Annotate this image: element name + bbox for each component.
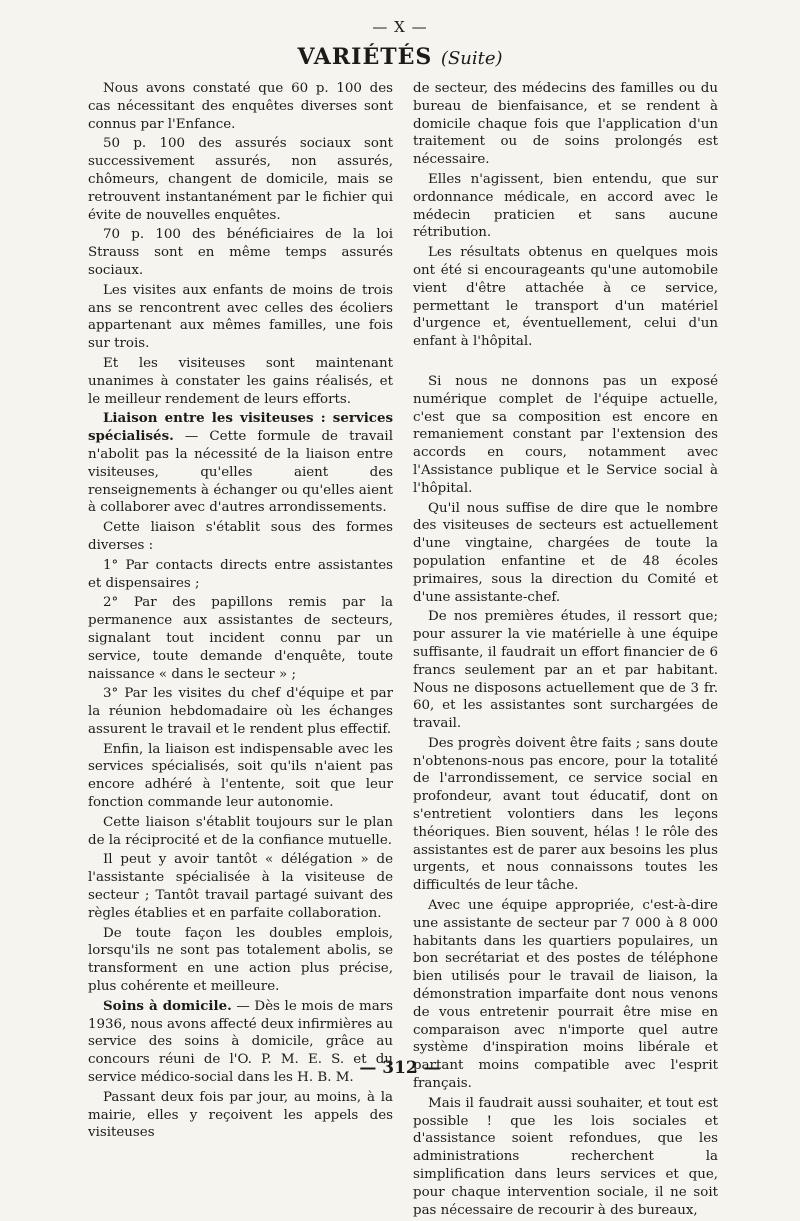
paragraph bbox=[413, 244, 718, 351]
page-number: — 312 — bbox=[359, 1058, 441, 1078]
roman-page-number: — X — bbox=[372, 18, 428, 36]
paragraph-text: Qu'il nous suffise de dire que le nombre des visiteuses de secteurs est actuellement d'une vingtaine, chargées de toute la population enfantine et de 48 écoles primaires, sous la direction du Comité et d'une assistante-chef. bbox=[413, 500, 718, 605]
paragraph bbox=[413, 608, 718, 733]
paragraph-text: Cette liaison s'établit sous des formes diverses : bbox=[88, 520, 393, 553]
paragraph bbox=[88, 557, 393, 593]
paragraph-text: Avec une équipe appropriée, c'est-à-dire une assistante de secteur par 7 000 à 8 000 habitants dans les quartiers populaires, un bon secrétariat et des postes de téléphone bien utilisés pour le travail de liaison, la démonstration imparfaite dont nous venons de vous entretenir pourrait être mise en comparaison avec n'importe quel autre système d'inspiration moins libérale et partant moins compatible avec l'esprit français. bbox=[413, 898, 718, 1092]
paragraph-text: 2° Par des papillons remis par la permanence aux assistantes de secteurs, signalant tout incident connu par un service, toute demande d'enquête, toute naissance « dans le secteur » ; bbox=[88, 595, 393, 682]
paragraph-lead-heading: Soins à domicile. bbox=[103, 997, 232, 1014]
paragraph bbox=[88, 685, 393, 738]
paragraph bbox=[413, 735, 718, 895]
section-heading bbox=[0, 44, 800, 70]
paragraph bbox=[88, 226, 393, 279]
paragraph-text: 50 p. 100 des assurés sociaux sont successivement assurés, non assurés, chômeurs, changent de domicile, mais se retrouvent instantanément par le fichier qui évite de nouvelles enquêtes. bbox=[88, 136, 393, 223]
paragraph bbox=[88, 741, 393, 812]
paragraph-text: Nous avons constaté que 60 p. 100 des cas nécessitant des enquêtes diverses sont connus par l'Enfance. bbox=[88, 81, 393, 132]
paragraph-text: de secteur, des médecins des familles ou du bureau de bienfaisance, et se rendent à domicile chaque fois que l'application d'un traitement ou de soins prolongés est nécessaire. bbox=[413, 81, 718, 168]
paragraph-text: 3° Par les visites du chef d'équipe et par la réunion hebdomadaire où les échanges assurent le travail et le rendent plus effectif. bbox=[88, 686, 393, 737]
paragraph bbox=[88, 594, 393, 683]
paragraph bbox=[88, 355, 393, 408]
paragraph-text: Enfin, la liaison est indispensable avec les services spécialisés, soit qu'ils n'aient pas encore adhéré à l'entente, soit que leur fonction commande leur autonomie. bbox=[88, 741, 393, 811]
paragraph bbox=[88, 851, 393, 922]
paragraph bbox=[88, 814, 393, 850]
paragraph-text: Si nous ne donnons pas un exposé numérique complet de l'équipe actuelle, c'est que sa composition est encore en remaniement constant par l'extension des accords en cours, notamment avec l'Assistance publique et le Service social à l'hôpital. bbox=[413, 373, 718, 496]
paragraph-text: Elles n'agissent, bien entendu, que sur ordonnance médicale, en accord avec le médecin praticien et sans aucune rétribution. bbox=[413, 171, 718, 241]
paragraph bbox=[88, 135, 393, 224]
paragraph bbox=[413, 80, 718, 169]
paragraph bbox=[88, 282, 393, 353]
paragraph bbox=[413, 373, 718, 498]
right-column bbox=[413, 80, 718, 1221]
paragraph-text: Il peut y avoir tantôt « délégation » de l'assistante spécialisée à la visiteuse de secteur ; Tantôt travail partagé suivant des règles établies et en parfaite collaboration. bbox=[88, 852, 393, 921]
paragraph-text: Cette liaison s'établit toujours sur le plan de la réciprocité et de la confiance mutuelle. bbox=[88, 814, 393, 848]
paragraph-text: Les visites aux enfants de moins de trois ans se rencontrent avec celles des écoliers appartenant aux mêmes familles, une fois sur trois. bbox=[88, 282, 393, 352]
paragraph-text: Et les visiteuses sont maintenant unanimes à constater les gains réalisés, et le meilleur rendement de leurs efforts. bbox=[88, 355, 393, 407]
paragraph-text: Des progrès doivent être faits ; sans doute n'obtenons-nous pas encore, pour la totalité de l'arrondissement, ce service social en profondeur, avant tout éducatif, dont on s'entretient volontiers dans les leçons théoriques. Bien souvent, hélas ! le rôle des assistantes est de parer aux besoins les plus urgents, et nous connaissons toutes les difficultés de leur tâche. bbox=[413, 735, 718, 894]
paragraph bbox=[88, 925, 393, 996]
paragraph-text: De toute façon les doubles emplois, lorsqu'ils ne sont pas totalement abolis, se transforment en une action plus précise, plus cohérente et meilleure. bbox=[88, 925, 393, 995]
paragraph bbox=[88, 410, 393, 517]
paragraph-text: — Dès le mois de mars 1936, nous avons affecté deux infirmières au service des soins à domicile, grâce au concours réuni de l'O. P. M. E. S. et du service médico-social dans les H. B. M. bbox=[88, 998, 394, 1086]
section-title: VARIÉTÉS bbox=[297, 44, 433, 70]
section-title-suffix: (Suite) bbox=[440, 48, 503, 69]
paragraph-text: Les résultats obtenus en quelques mois ont été si encourageants qu'une automobile vient d'être attachée à ce service, permettant le transport d'un matériel d'urgence et, éventuellement, celui d'un enfant à l'hôpital. bbox=[413, 245, 718, 350]
paragraph-lead-heading: Liaison entre les visiteuses : services spécialisés. bbox=[88, 410, 393, 445]
paragraph-text: — Cette formule de travail n'abolit pas la nécessité de la liaison entre visiteuses, qu'elles aient des renseignements à échanger ou qu'elles aient à collaborer avec d'autres arrondissements. bbox=[88, 429, 393, 516]
left-column bbox=[88, 80, 393, 1144]
paragraph-text: De nos premières études, il ressort que; pour assurer la vie matérielle à une équipe suffisante, il faudrait un effort financier de 6 francs seulement par an et par habitant. Nous ne disposons actuellement que de 3 fr. 60, et les assistantes sont surchargées de travail. bbox=[413, 609, 718, 732]
paragraph-text: Passant deux fois par jour, au moins, à la mairie, elles y reçoivent les appels des visiteuses bbox=[88, 1089, 393, 1141]
paragraph bbox=[88, 1089, 393, 1142]
paragraph bbox=[88, 80, 393, 133]
paragraph bbox=[413, 171, 718, 242]
paragraph bbox=[88, 519, 393, 555]
paragraph bbox=[413, 500, 718, 607]
paragraph-text: 70 p. 100 des bénéficiaires de la loi Strauss sont en même temps assurés sociaux. bbox=[88, 227, 393, 278]
paragraph-text: 1° Par contacts directs entre assistantes et dispensaires ; bbox=[88, 557, 393, 591]
paragraph-text: Mais il faudrait aussi souhaiter, et tout est possible ! que les lois sociales et d'assistance soient refondues, que les administrations recherchent la simplification dans leurs services et que, pour chaque intervention sociale, il ne soit pas nécessaire de recourir à des bureaux, bbox=[413, 1095, 718, 1218]
paragraph bbox=[413, 1095, 718, 1220]
